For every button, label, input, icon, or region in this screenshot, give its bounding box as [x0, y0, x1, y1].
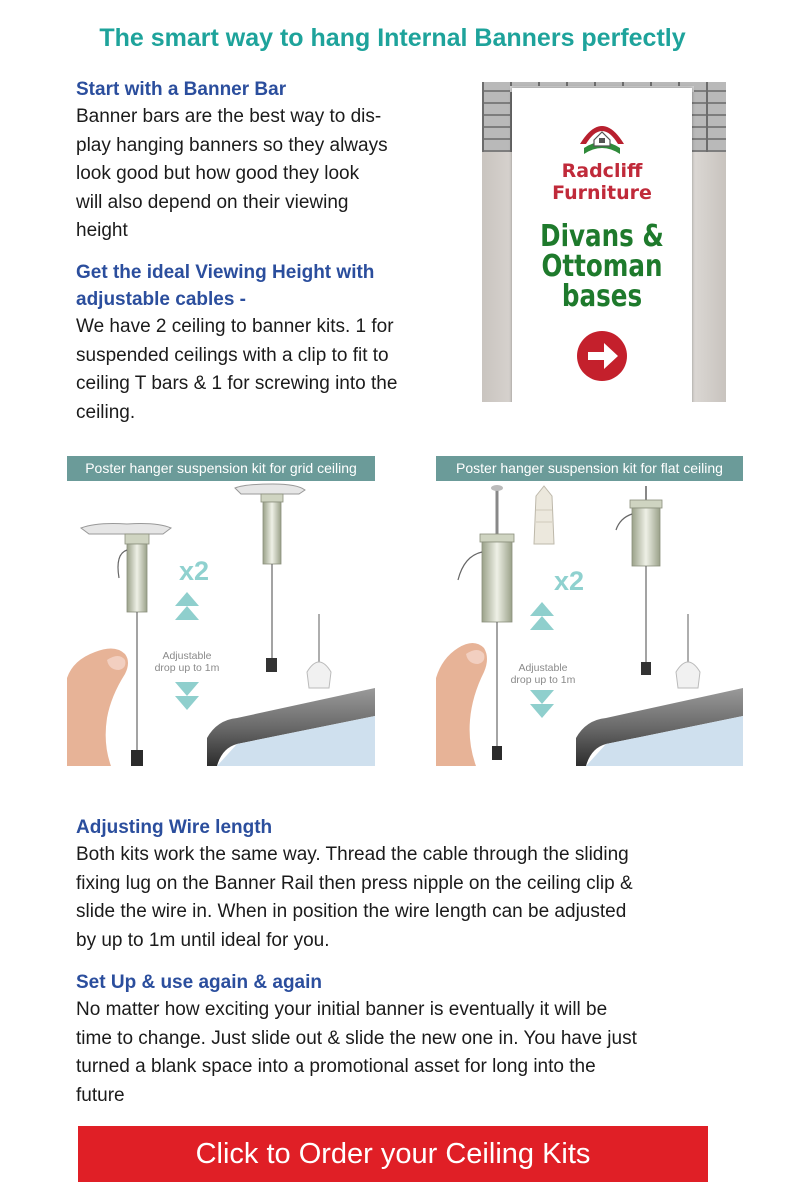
section-text-line: ceiling.: [76, 401, 136, 423]
kit-label: Poster hanger suspension kit for flat ceiling: [436, 456, 743, 481]
section-text-line: height: [76, 220, 128, 241]
section-viewing-height: [76, 259, 466, 427]
order-ceiling-kits-button[interactable]: Click to Order your Ceiling Kits: [78, 1126, 708, 1182]
section-adjusting-wire: [76, 814, 746, 955]
section-text-line: No matter how exciting your initial banner is eventually it will be: [76, 999, 608, 1020]
section-heading: Start with a Banner Bar: [76, 79, 287, 100]
section-text-line: slide the wire in. When in position the wire length can be adjusted: [76, 901, 627, 922]
section-text-line: suspended ceilings with a clip to fit to: [76, 344, 389, 366]
section-text-line: Both kits work the same way. Thread the cable through the sliding: [76, 844, 629, 865]
kit-label: Poster hanger suspension kit for grid ceiling: [67, 456, 375, 481]
banner-photo: [482, 82, 726, 402]
kit-flat-ceiling: [436, 454, 743, 766]
kit-grid-ceiling: [67, 454, 375, 766]
section-text-line: time to change. Just slide out & slide the new one in. You have just: [76, 1027, 637, 1049]
adjustable-note: Adjustable drop up to 1m: [510, 662, 576, 686]
section-text-line: We have 2 ceiling to banner kits. 1 for: [76, 316, 394, 337]
section-heading: adjustable cables -: [76, 289, 247, 310]
flat-ceiling-kit-illustration: [436, 482, 743, 766]
brand-name: Radcliff: [561, 160, 643, 182]
hanging-banner: [512, 88, 692, 402]
quantity-multiplier: x2: [554, 566, 585, 596]
section-heading: Set Up & use again & again: [76, 972, 322, 993]
house-logo-icon: [578, 114, 626, 158]
section-text-line: turned a blank space into a promotional asset for long into the: [76, 1056, 596, 1077]
section-text-line: ceiling T bars & 1 for screwing into the: [76, 373, 398, 394]
section-text-line: fixing lug on the Banner Rail then press nipple on the ceiling clip &: [76, 872, 633, 894]
section-text-line: future: [76, 1084, 125, 1106]
section-text-line: play hanging banners so they always: [76, 134, 388, 156]
section-set-up: [76, 969, 746, 1110]
section-text-line: Banner bars are the best way to dis-: [76, 106, 382, 127]
product-text: Ottoman: [541, 249, 663, 284]
brand-name: Furniture: [552, 182, 652, 204]
section-text-line: will also depend on their viewing: [76, 191, 349, 213]
quantity-multiplier: x2: [179, 556, 210, 586]
section-banner-bar: [76, 76, 456, 246]
adjustable-note: Adjustable drop up to 1m: [154, 650, 220, 674]
section-text-line: by up to 1m until ideal for you.: [76, 929, 330, 951]
arrow-right-icon: [576, 330, 628, 382]
section-heading: Get the ideal Viewing Height with: [76, 262, 375, 283]
grid-ceiling-kit-illustration: [67, 482, 375, 766]
product-text: bases: [561, 279, 643, 314]
section-text-line: look good but how good they look: [76, 163, 360, 184]
page-title: The smart way to hang Internal Banners perfectly: [99, 24, 686, 52]
product-text: Divans &: [540, 219, 664, 254]
section-heading: Adjusting Wire length: [76, 817, 273, 838]
